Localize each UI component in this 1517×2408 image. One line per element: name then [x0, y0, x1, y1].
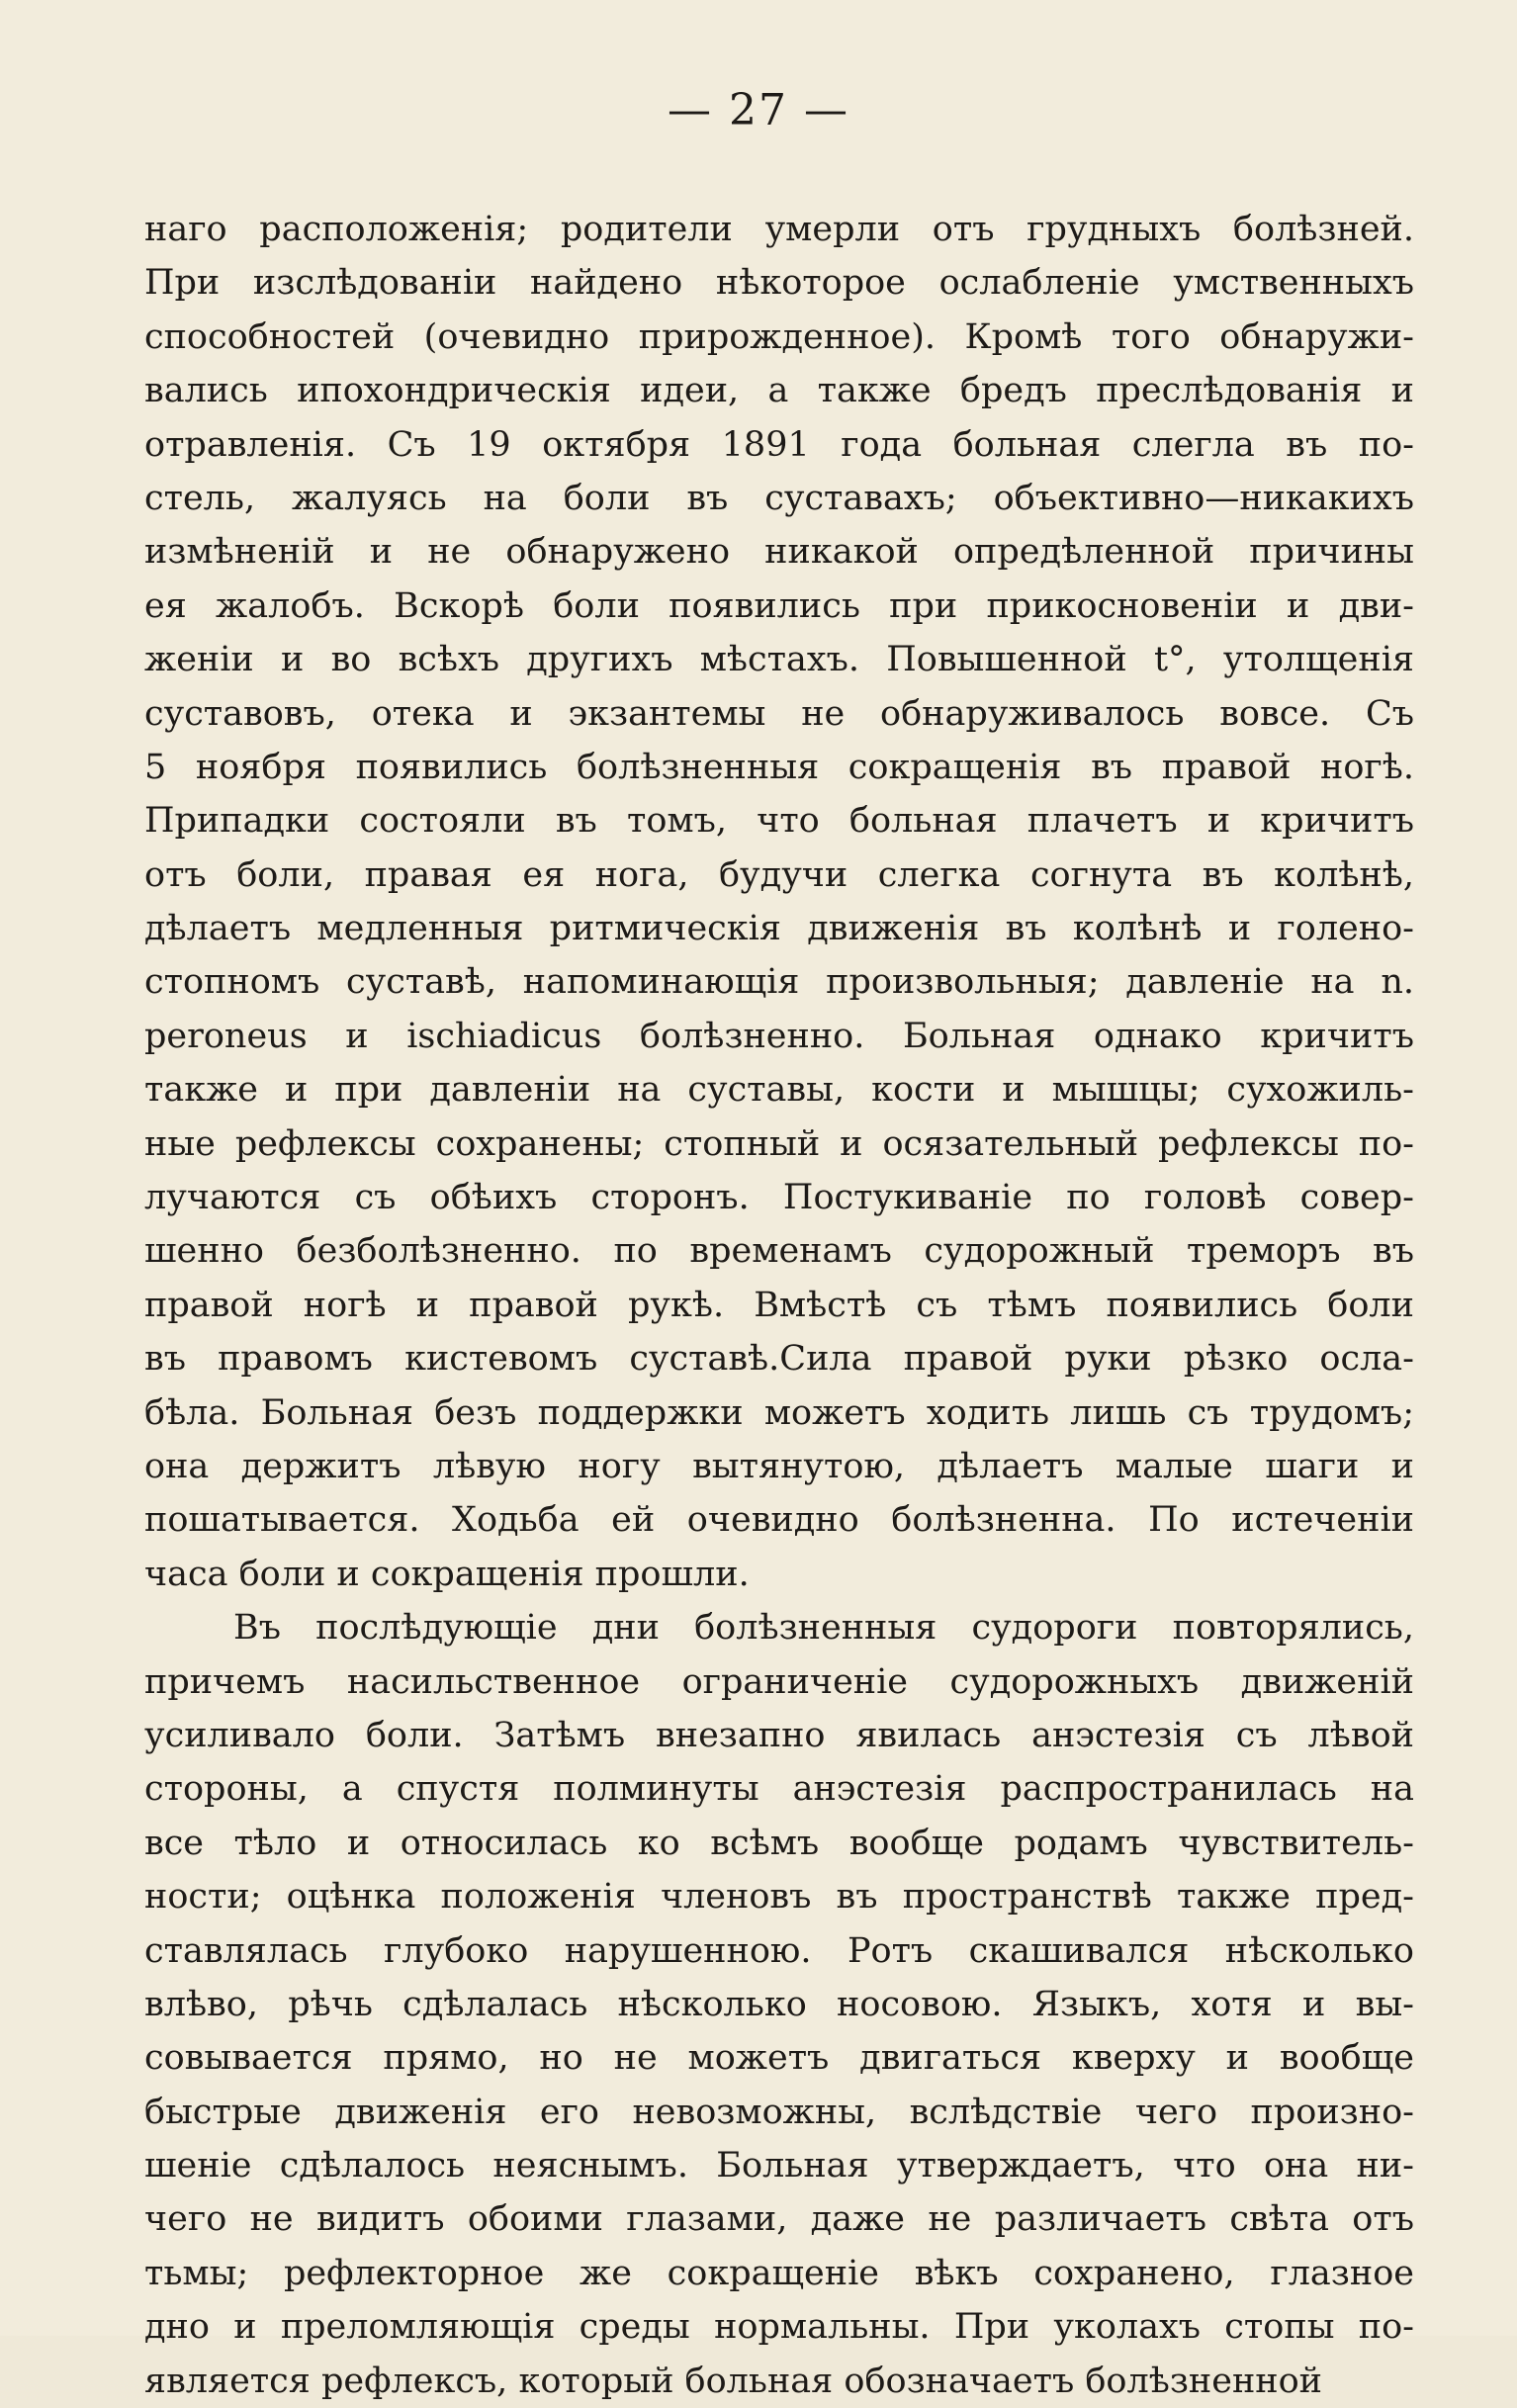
text-line: причемъ насильственное ограниченіе судорожныхъ движеній: [144, 1661, 1414, 1702]
text-line: стороны, а спустя полминуты анэстезія распространилась на: [144, 1769, 1414, 1810]
text-line: дно и преломляющія среды нормальны. При уколахъ стопы по-: [144, 2307, 1414, 2348]
text-line: стопномъ суставѣ, напоминающія произвольныя; давленіе на n.: [144, 962, 1414, 1003]
text-line: въ правомъ кистевомъ суставѣ.Сила правой руки рѣзко осла-: [144, 1339, 1414, 1380]
text-line: ности; оцѣнка положенія членовъ въ пространствѣ также пред-: [144, 1877, 1414, 1917]
text-line: ставлялась глубоко нарушенною. Ротъ скашивался нѣсколько: [144, 1930, 1414, 1971]
text-line: измѣненій и не обнаружено никакой опредѣленной причины: [144, 532, 1414, 573]
text-line: часа боли и сокращенія прошли.: [144, 1554, 750, 1594]
text-line: шенно безболѣзненно. по временамъ судорожный треморъ въ: [144, 1231, 1414, 1272]
page-number: — 27 —: [668, 85, 849, 135]
text-line: шеніе сдѣлалось неяснымъ. Больная утверждаетъ, что она ни-: [144, 2146, 1414, 2186]
text-line: 5 ноября появились болѣзненныя сокращенія въ правой ногѣ.: [144, 747, 1414, 787]
text-line: также и при давленіи на суставы, кости и мышцы; сухожиль-: [144, 1070, 1414, 1111]
text-line: стель, жалуясь на боли въ суставахъ; объективно—никакихъ: [144, 478, 1414, 518]
paragraph: [144, 1601, 1414, 2408]
text-line: совывается прямо, но не можетъ двигаться кверху и вообще: [144, 2038, 1414, 2079]
text-line: лучаются съ обѣихъ сторонъ. Постукиваніе по головѣ совер-: [144, 1178, 1414, 1218]
text-line: Припадки состояли въ томъ, что больная плачетъ и кричитъ: [144, 801, 1414, 842]
text-line: она держитъ лѣвую ногу вытянутою, дѣлаетъ малые шаги и: [144, 1446, 1414, 1486]
text-line: пошатывается. Ходьба ей очевидно болѣзненна. По истеченіи: [144, 1500, 1414, 1541]
text-line: наго расположенія; родители умерли отъ грудныхъ болѣзней.: [144, 210, 1414, 249]
text-line: отравленія. Съ 19 октября 1891 года больная слегла въ по-: [144, 424, 1414, 465]
text-line: Въ послѣдующіе дни болѣзненныя судороги повторялись,: [233, 1608, 1414, 1649]
body-text: [144, 203, 1414, 2408]
paragraph: [144, 203, 1414, 1601]
text-line: правой ногѣ и правой рукѣ. Вмѣстѣ съ тѣмъ появились боли: [144, 1285, 1414, 1325]
text-line: все тѣло и относилась ко всѣмъ вообще родамъ чувствитель-: [144, 1823, 1414, 1863]
text-line: усиливало боли. Затѣмъ внезапно явилась анэстезія съ лѣвой: [144, 1715, 1414, 1755]
text-line: отъ боли, правая ея нога, будучи слегка согнута въ колѣнѣ,: [144, 854, 1414, 895]
text-line: тьмы; рефлекторное же сокращеніе вѣкъ сохранено, глазное: [144, 2253, 1414, 2293]
text-line: peroneus и ischiadicus болѣзненно. Больная однако кричитъ: [144, 1016, 1414, 1056]
text-line: ные рефлексы сохранены; стопный и осязательный рефлексы по-: [144, 1123, 1414, 1164]
text-line: способностей (очевидно прирожденное). Кромѣ того обнаружи-: [144, 316, 1414, 357]
text-line: быстрые движенія его невозможны, вслѣдствіе чего произно-: [144, 2092, 1414, 2132]
text-line: является рефлексъ, который больная обозначаетъ болѣзненной: [144, 2361, 1323, 2401]
text-line: чего не видитъ обоими глазами, даже не различаетъ свѣта отъ: [144, 2199, 1414, 2240]
text-line: бѣла. Больная безъ поддержки можетъ ходить лишь съ трудомъ;: [144, 1392, 1414, 1433]
text-line: влѣво, рѣчь сдѣлалась нѣсколько носовою. Языкъ, хотя и вы-: [144, 1984, 1414, 2024]
text-line: вались ипохондрическія идеи, а также бредъ преслѣдованія и: [144, 371, 1414, 411]
text-line: ея жалобъ. Вскорѣ боли появились при прикосновеніи и дви-: [144, 585, 1414, 626]
text-line: женіи и во всѣхъ другихъ мѣстахъ. Повышенной t°, утолщенія: [144, 640, 1414, 680]
text-line: дѣлаетъ медленныя ритмическія движенія въ колѣнѣ и голено-: [144, 909, 1414, 949]
text-line: При изслѣдованіи найдено нѣкоторое ослабленіе умственныхъ: [144, 263, 1414, 304]
text-line: суставовъ, отека и экзантемы не обнаруживалось вовсе. Съ: [144, 693, 1414, 734]
